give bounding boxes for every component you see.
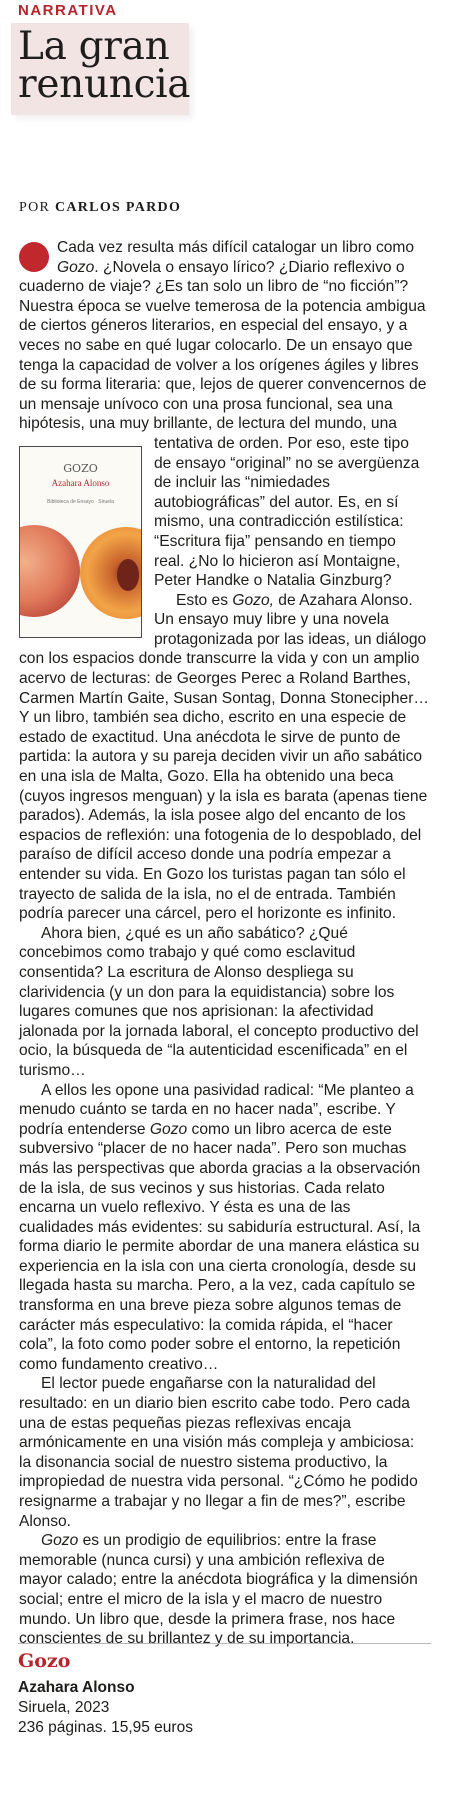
peach-illustration-icon <box>20 515 141 637</box>
paragraph-5: El lector puede engañarse con la naturalidad del resultado: en un diario bien escrito cabe todo. Pero cada una de estas pequeñas piezas reflexivas encaja armónicamente en una visión más compleja y ambiciosa: la disonancia social de nuestro sistema productivo, la impropiedad de nuestra vida personal. “¿Cómo he podido resignarme a trabajar y no llegar a fin de mes?”, escribe Alonso. <box>19 1375 418 1530</box>
paragraph-3: Ahora bien, ¿qué es un año sabático? ¿Qué concebimos como trabajo y qué como esclavitud consentida? La escritura de Alonso despliega su clarividencia (y un don para la equidistancia) sobre los lugares comunes que nos aprisionan: la afectividad jalonada por la jornada laboral, el concepto productivo del ocio, la búsqueda de “la autenticidad escenificada” en el turismo… <box>19 924 419 1079</box>
cover-publisher: Biblioteca de Ensayo · Siruela <box>47 498 114 505</box>
book-info-author: Azahara Alonso <box>18 1679 135 1696</box>
book-info-title: Gozo <box>18 1650 71 1672</box>
drop-circle-icon <box>19 242 49 272</box>
byline-author: CARLOS PARDO <box>54 200 182 215</box>
book-cover-image <box>19 446 142 638</box>
cover-title: GOZO <box>63 461 98 475</box>
byline <box>19 200 181 216</box>
section-label: NARRATIVA <box>18 2 118 19</box>
cover-author: Azahara Alonso <box>51 477 110 488</box>
book-info-details: 236 páginas. 15,95 euros <box>18 1719 193 1736</box>
book-info-publisher: Siruela, 2023 <box>18 1699 110 1716</box>
divider <box>18 1643 431 1644</box>
paragraph-6: Gozo es un prodigio de equilibrios: entre la frase memorable (nunca cursi) y una ambición reflexiva de mayor calado; entre la anécdota biográfica y la dimensión social; entre el micro de la isla y el macro de nuestro mundo. Un libro que, desde la primera frase, nos hace conscientes de su brillantez y de su importancia. <box>19 1532 418 1648</box>
headline: La gran renuncia <box>18 24 191 107</box>
paragraph-4: A ellos les opone una pasividad radical: “Me planteo a menudo cuánto se tarda en no hacer nada”, escribe. Y podría entenderse Gozo como un libro acerca de este subversivo “placer de no hacer nada”. Pero son muchas más las perspectivas que aborda gracias a la observación de la isla, de sus vecinos y sus historias. Cada relato encarna un vuelo reflexivo. Y ésta es una de las cualidades más evidentes: su sabiduría estructural. Así, la forma diario le permite abordar de una manera elástica su experiencia en la isla con una cierta cronología, desde su llegada hasta su marcha. Pero, a la vez, cada capítulo se transforma en una breve pieza sobre algunos temas de carácter más especulativo: la comida rápida, el “hacer cola”, la foto como poder sobre el entorno, la repetición como fundamento creativo… <box>19 1081 421 1373</box>
paragraph-2: Esto es Gozo, de Azahara Alonso. Un ensayo muy libre y una novela protagonizada por las ideas, un diálogo con los espacios donde transcurre la vida y con un amplio acervo de lecturas: de Georges Perec a Roland Barthes, Carmen Martín Gaite, Susan Sontag, Donna Stonecipher… Y un libro, también sea dicho, escrito en una especie de estado de exactitud. Una anécdota le sirve de punto de partida: la autora y su pareja deciden vivir un año sabático en una isla de Malta, Gozo. Ella ha obtenido una beca (cuyos ingresos menguan) y la isla es barata (apenas tiene parados). Además, la isla posee algo del encanto de los espacios de reflexión: una fotogenia de lo despoblado, del paraíso de difícil acceso donde una podría empezar a entender su vida. En Gozo los turistas pagan tan sólo el trayecto de salida de la isla, no el de entrada. También podría parecer una cárcel, pero el horizonte es infinito. <box>19 591 429 923</box>
paragraph-1: Cada vez resulta más difícil catalogar un libro como Gozo. ¿Novela o ensayo lírico? ¿Diario reflexivo o cuaderno de viaje? ¿Es tan solo un libro de “no ficción”? Nuestra época se vuelve temerosa de la potencia ambigua de ciertos géneros literarios, en especial del ensayo, y a veces no sabe en qué lugar colocarlo. De un ensayo que tenga la capacidad de volver a los orígenes ágiles y libres de su forma literaria: que, lejos de querer convencernos de un mensaje unívoco con una prosa funcional, sea una hipótesis, una muy brillante, de lectura del mundo, una GOZO Azahara Alonso Biblioteca de Ensayo · Siruela tentativa de orden. Por eso, este tipo de ensayo “original” no se avergüenza de incluir las “nimiedades autobiográficas” del autor. Es, en sí mismo, una contradicción estilística: “Escritura fija” pensando en tiempo real. ¿No lo hicieron así Montaigne, Peter Handke o Natalia Ginzburg? <box>19 238 429 591</box>
byline-prefix: POR <box>19 200 51 215</box>
article-body <box>19 238 429 1649</box>
